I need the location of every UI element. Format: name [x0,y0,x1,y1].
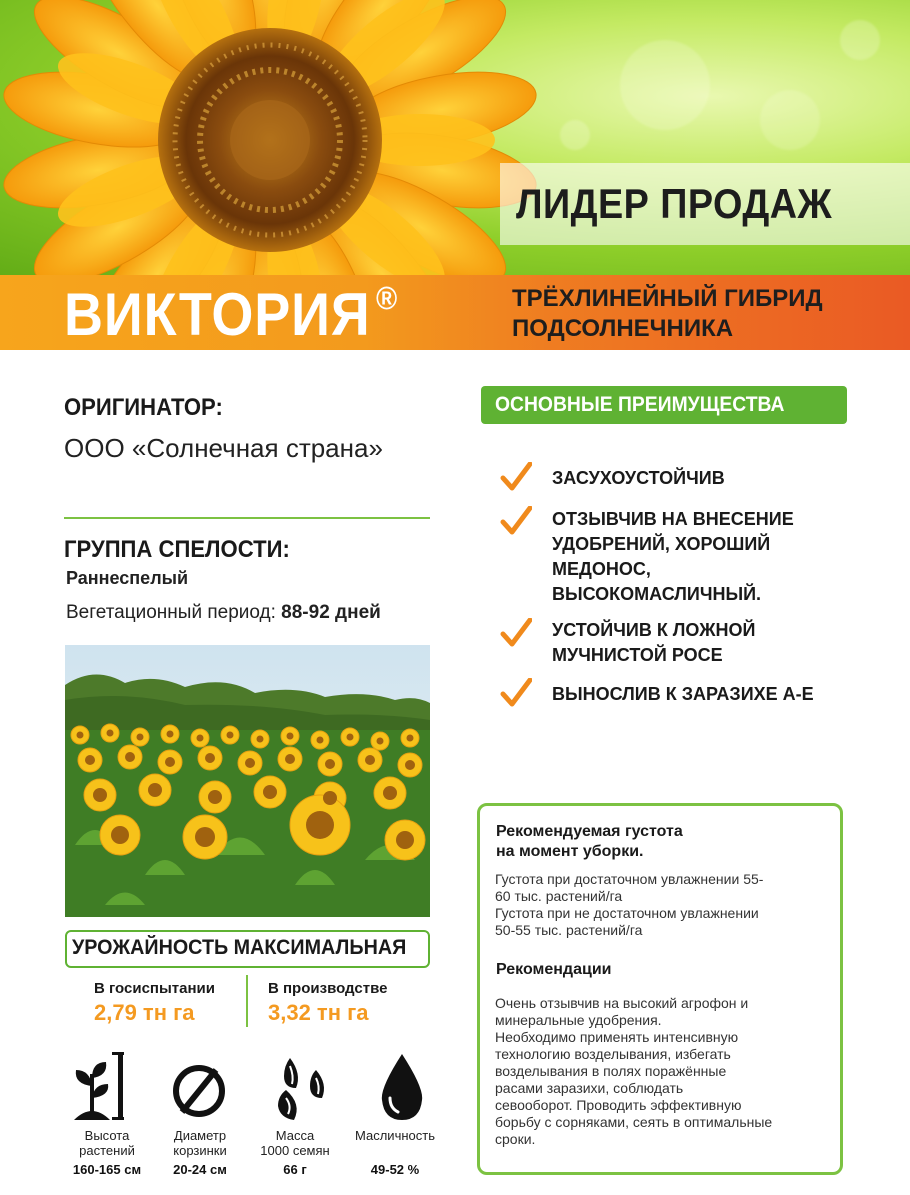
recommendations-title: Рекомендации [496,961,612,978]
density-text: Густота при достаточном увлажнении 55- 60 тыс. растений/га Густота при не достаточном увлажнении 50-55 тыс. растений/га [495,871,764,938]
advantage-item-1: ЗАСУХОУСТОЙЧИВ [552,468,725,488]
yield-title: УРОЖАЙНОСТЬ МАКСИМАЛЬНАЯ [72,936,407,959]
density-title: Рекомендуемая густота на момент уборки. [496,823,683,860]
spec-label-oil: Масличность [355,1128,435,1143]
brand-title: ВИКТОРИЯ ® [64,280,399,348]
advantages-title: ОСНОВНЫЕ ПРЕИМУЩЕСТВА [495,393,785,416]
advantage-item-2: ОТЗЫВЧИВ НА ВНЕСЕНИЕ УДОБРЕНИЙ, ХОРОШИЙ МЕДОНОС, ВЫСОКОМАСЛИЧНЫЙ. [552,509,794,604]
divider [64,517,430,519]
ripeness-group: Раннеспелый [66,568,189,588]
diameter-icon [170,1062,228,1120]
oil-drop-icon [378,1052,426,1122]
seeds-icon [272,1054,334,1122]
spec-value-seeds: 66 г [283,1162,307,1177]
originator-label: ОРИГИНАТОР: [64,394,223,421]
production-label: В производстве [268,980,388,997]
recommendations-text: Очень отзывчив на высокий агрофон и минеральные удобрения. Необходимо применять интенсивную технологию возделывания, избегать возделывания в полях поражённые расами заразихи, соблюдать севооборот. Проводить эффективную борьбу с сорняками, сеять в оптимальные сроки. [495,995,773,1147]
sunflower-field-photo [65,645,430,917]
check-icon [500,678,532,708]
check-icon [500,462,532,492]
spec-label-height: Высота растений [79,1128,135,1158]
check-icon [500,506,532,536]
spec-value-height: 160-165 см [72,1162,142,1177]
sunflower-image [0,0,540,275]
registered-mark: ® [376,280,399,316]
hybrid-subtitle: ТРЁХЛИНЕЙНЫЙ ГИБРИД ПОДСОЛНЕЧНИКА [512,285,823,342]
check-icon [500,618,532,648]
vegetation-period: Вегетационный период: 88-92 дней [66,602,381,623]
spec-label-seeds: Масса 1000 семян [260,1128,330,1158]
spec-value-oil: 49-52 % [370,1162,420,1177]
trials-value: 2,79 тн га [94,1000,195,1025]
hero-banner [0,0,910,275]
production-value: 3,32 тн га [268,1000,369,1025]
advantage-item-4: ВЫНОСЛИВ К ЗАРАЗИХЕ А-Е [552,684,814,704]
spec-label-diameter: Диаметр корзинки [173,1128,227,1158]
advantage-item-3: УСТОЙЧИВ К ЛОЖНОЙ МУЧНИСТОЙ РОСЕ [552,620,756,665]
leader-badge: ЛИДЕР ПРОДАЖ [516,180,833,227]
trials-label: В госиспытании [94,980,215,997]
originator-name: ООО «Солнечная страна» [64,433,383,463]
plant-height-icon [70,1050,132,1122]
spec-value-diameter: 20-24 см [173,1162,227,1177]
yield-divider [246,975,248,1027]
ripeness-label: ГРУППА СПЕЛОСТИ: [64,536,290,563]
